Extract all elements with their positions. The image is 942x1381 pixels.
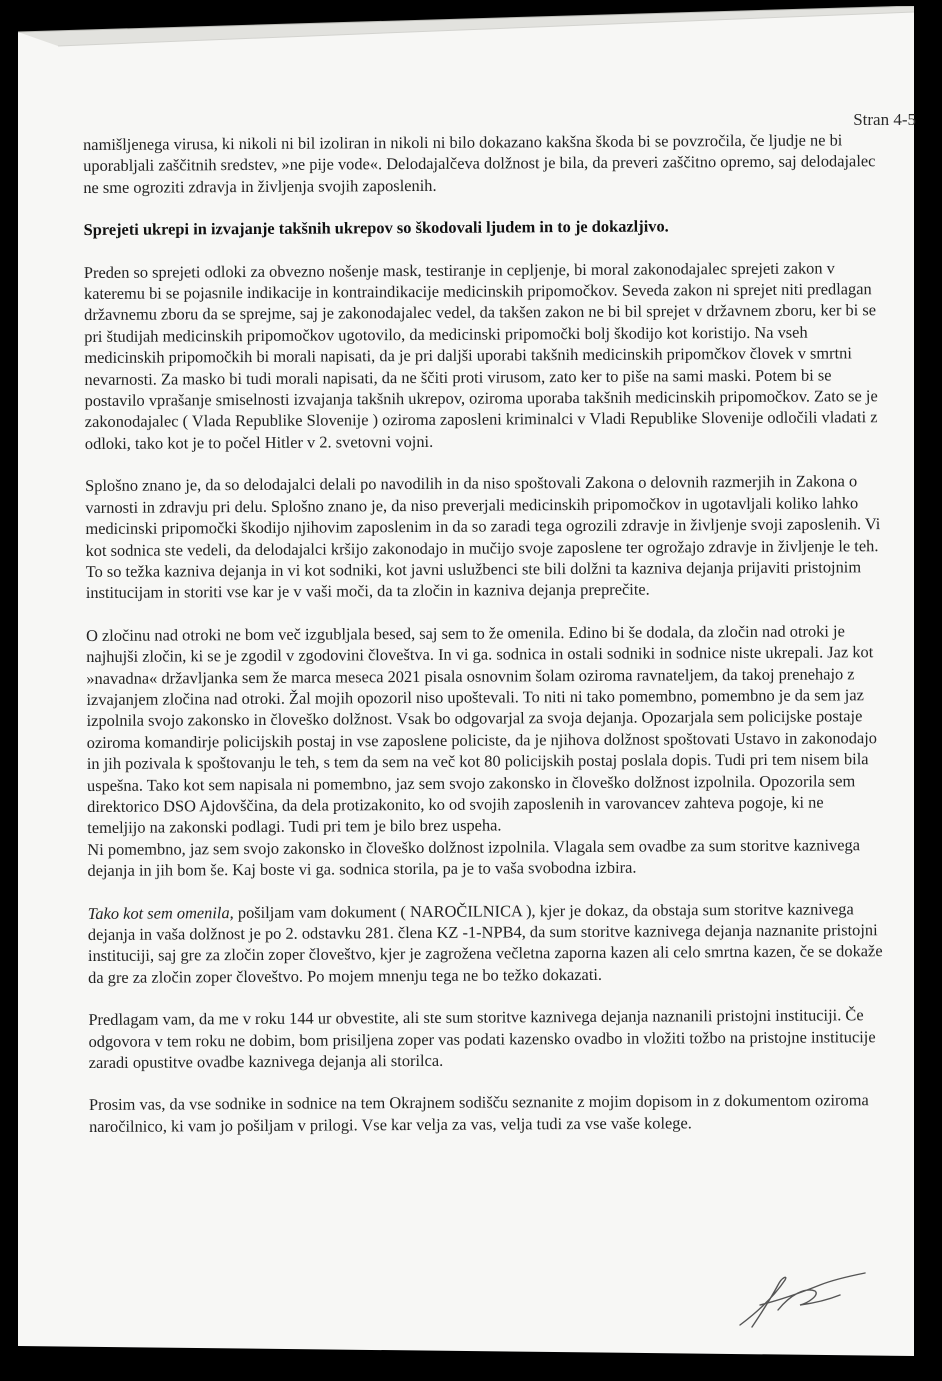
handwritten-signature	[730, 1265, 870, 1335]
paragraph-6: Predlagam vam, da me v roku 144 ur obvestite, ali ste sum storitve kaznivega dejanja naznanili pristojni instituciji. Če odgovora v tem roku ne dobim, bom prisiljena zoper vas podati kazensko ovadbo in vložiti tožbo na pristojne institucije zaradi opustitve ovadbe kaznivega dejanja ali storilca.	[88, 1005, 876, 1073]
section-heading: Sprejeti ukrepi in izvajanje takšnih ukrepov so škodovali ljudem in to je dokazljivo.	[83, 216, 669, 240]
paragraph-1: namišljenega virusa, ki nikoli ni bil izoliran in nikoli ni bilo dokazano kakšna škoda bi se povzročila, če ljudje ne bi uporabljali zaščitnih sredstev, »ne pije vode«. Delodajalčeva dolžnost je bila, da preveri zaščitno opremo, saj delodajalec ne sme ogroziti zdravja in življenja svojih zaposlenih.	[83, 130, 876, 197]
paragraph-5	[88, 898, 884, 988]
paragraph-7: Prosim vas, da vse sodnike in sodnice na tem Okrajnem sodišču seznanite z mojim dopisom in z dokumentom oziroma naročilnico, ki vam jo pošiljam v prilogi. Vse kar velja za vas, velja tudi za vse vaše kolege.	[88, 1090, 869, 1136]
paragraph-5-italic: Tako kot sem omenila,	[87, 902, 234, 923]
letter-body	[83, 129, 884, 1158]
paragraph-4b: Ni pomembno, jaz sem svojo zakonsko in človeško dolžnost izpolnila. Vlagala sem ovadbe za sum storitve kaznivega dejanja in jih bom še. Kaj boste vi ga. sodnica storila, pa je to vaša svobodna izbira.	[87, 835, 861, 881]
paragraph-3: Splošno znano je, da so delodajalci delali po navodilih in da niso spoštovali Zakona o delovnih razmerjih in Zakona o varnosti in zdravju pri delu. Splošno znano je, da niso preverjali medicinskih pripomočkov in ugotavljali koliko lahko medicinski pripomočki škodijo njihovim zaposlenim in da so zaradi tega ogrozili zdravje in življenje svoji zaposlenih. Vi kot sodnica ste vedeli, da delodajalci kršijo zakonodajo in mučijo svoje zaposlene ter ogrožajo zdravje in življenje le teh. To so težka kazniva dejanja in vi kot sodniki, kot javni uslužbenci ste bili dolžni ta kazniva dejanja prijaviti pristojnim institucijam in storiti vse kar je v vaši moči, da ta zločin in kazniva dejanja preprečite.	[85, 471, 881, 603]
paragraph-2: Preden so sprejeti odloki za obvezno nošenje mask, testiranje in cepljenje, bi moral zakonodajalec sprejeti zakon v kateremu bi se pojasnile indikacije in kontraindikacije medicinskih pripomočkov. Seveda zakon ni sprejet niti predlagan državnemu zboru da se sprejme, saj je zakonodajalec vedel, da takšen zakon ne bi bil sprejet v državnem zboru, ker bi se pri študijah medicinskih pripomočkov ugotovilo, da medicinski pripomočki bolj škodijo kot koristijo. Na vseh medicinskih pripomočkih bi morali napisati, da je pri daljši uporabi takšnih medicinskih pripomčkov človek v smrtni nevarnosti. Za masko bi tudi morali napisati, da ne ščiti proti virusom, zato ker to piše na sami maski. Potem bi se postavilo vprašanje smiselnosti izvajanja takšnih ukrepov, oziroma uporaba takšnih medicinskih pripomočkov. Zato se je zakonodajalec ( Vlada Republike Slovenije ) oziroma zaposleni kriminalci v Vladi Republike Slovenije odločili vladati z odloki, tako kot je to počel Hitler v 2. svetovni vojni.	[83, 258, 878, 453]
page-number: Stran 4-5	[853, 110, 916, 129]
paragraph-4: O zločinu nad otroki ne bom več izgubljala besed, saj sem to že omenila. Edino bi še dodala, da zločin nad otroki je najhujši zločin, ki se je zgodil v zgodovini človeštva. In vi ga. sodnica in ostali sodniki in sodnice niste ukrepali. Jaz kot »navadna« državljanka sem že marca meseca 2021 pisala osnovnim šolam oziroma ravnateljem, da takoj prenehajo z izvajanjem zločina nad otroki. Žal mojih opozoril niso upoštevali. To niti ni tako pomembno, pomembno je da sem jaz izpolnila svojo zakonsko in človeško dolžnost. Vsak bo odgovarjal za svoja dejanja. Opozarjala sem policijske postaje oziroma komandirje policijskih postaj in vse zaposlene policiste, da je njihova dolžnost spoštovati Ustavo in zakonodajo in jih pozivala k spoštovanju le teh, s tem da sem na več kot 80 policijskih postaj poslala dopis. Tudi pri tem nisem bila uspešna. Tako kot sem napisala ni pomembno, jaz sem svojo zakonsko in človeško dolžnost izpolnila. Opozorila sem direktorico DSO Ajdovščina, da dela protizakonito, ko od svojih zaposlenih in varovancev zahteva pogoje, ki ne temeljijo na zakonski podlagi. Tudi pri tem je bilo brez uspeha.	[86, 621, 877, 838]
paragraph-5-text: pošiljam vam dokument ( NAROČILNICA ), kjer je dokaz, da obstaja sum storitve kaznivega dejanja in vaša dolžnost je po 2. odstavku 281. člena KZ -1-NPB4, da sum storitve kaznivega dejanja naznanite pristojni instituciji, saj gre za zločin zoper človeštvo, kjer je zagrožena večletna zaporna kazen ali celo smrtna kazen, če se dokaže da gre za zločin zoper človeštvo. Po mojem mnenju tega ne bo težko dokazati.	[87, 898, 883, 987]
